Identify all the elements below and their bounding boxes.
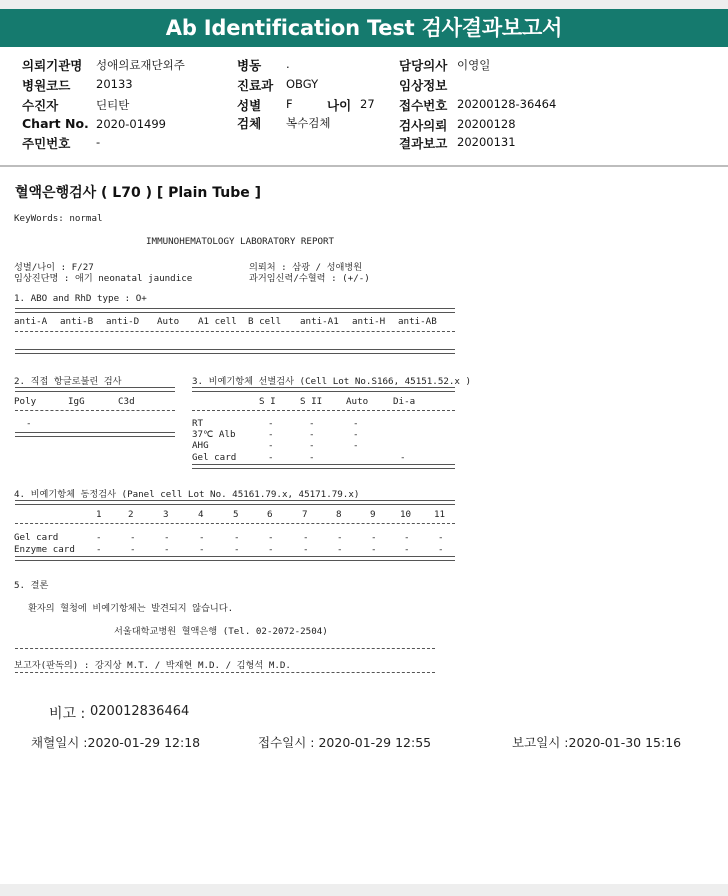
section2-title: 2. 직접 항글로불린 검사 bbox=[14, 376, 122, 387]
section2-col-igg: IgG bbox=[68, 396, 85, 407]
specimen-label: 검체 bbox=[237, 116, 262, 131]
section4-row-enzyme-v4: - bbox=[199, 544, 205, 555]
section1-col-anti-h: anti-H bbox=[352, 316, 386, 327]
section3-row-alb-si: - bbox=[268, 429, 274, 440]
test-request-label: 검사의뢰 bbox=[399, 118, 448, 133]
section4-col-4: 4 bbox=[198, 509, 204, 520]
section1-col-anti-a: anti-A bbox=[14, 316, 48, 327]
section1-col-anti-ab: anti-AB bbox=[398, 316, 437, 327]
hospital-code-label: 병원코드 bbox=[22, 78, 71, 93]
section3-row-alb-name: 37℃ Alb bbox=[192, 429, 236, 440]
note-label: 비고 : bbox=[49, 706, 86, 722]
section3-row-rt-sii: - bbox=[309, 418, 315, 429]
section4-row-enzyme-v10: - bbox=[404, 544, 410, 555]
department-value: OBGY bbox=[286, 77, 319, 91]
section1-col-a1-cell: A1 cell bbox=[198, 316, 237, 327]
section4-row-enzyme-v3: - bbox=[164, 544, 170, 555]
section3-col-sii: S II bbox=[300, 396, 323, 407]
section4-rule-bottom bbox=[15, 556, 455, 561]
sex-age-line: 성별/나이 : F/27 bbox=[14, 262, 94, 273]
section4-col-6: 6 bbox=[267, 509, 273, 520]
patient-label: 수진자 bbox=[22, 98, 59, 113]
section4-row-enzyme-v8: - bbox=[337, 544, 343, 555]
section3-row-rt-si: - bbox=[268, 418, 274, 429]
top-strip bbox=[0, 0, 728, 9]
section1-rule-bottom bbox=[15, 349, 455, 354]
section4-row-gel-v6: - bbox=[268, 532, 274, 543]
history-line: 과거임신력/수혈력 : (+/-) bbox=[249, 273, 370, 284]
requester-line: 의뢰처 : 삼광 / 성애병원 bbox=[249, 262, 363, 273]
section4-col-7: 7 bbox=[302, 509, 308, 520]
section3-rule-top bbox=[192, 387, 455, 392]
section1-col-anti-d: anti-D bbox=[106, 316, 140, 327]
section3-row-gel-si: - bbox=[268, 452, 274, 463]
section3-row-alb-auto: - bbox=[353, 429, 359, 440]
section4-row-gel-v2: - bbox=[130, 532, 136, 543]
ward-label: 병동 bbox=[237, 58, 262, 73]
section3-col-auto: Auto bbox=[346, 396, 369, 407]
section1-col-anti-a1: anti-A1 bbox=[300, 316, 339, 327]
ward-value: . bbox=[286, 57, 290, 71]
section2-rule-mid bbox=[15, 410, 175, 411]
section4-col-9: 9 bbox=[370, 509, 376, 520]
section4-row-enzyme-v6: - bbox=[268, 544, 274, 555]
section4-row-gel-v8: - bbox=[337, 532, 343, 543]
collected-datetime: 채혈일시 :2020-01-29 12:18 bbox=[31, 735, 201, 750]
section1-col-b-cell: B cell bbox=[248, 316, 282, 327]
section4-row-enzyme-v11: - bbox=[438, 544, 444, 555]
section3-row-rt-auto: - bbox=[353, 418, 359, 429]
receipt-no-value: 20200128-36464 bbox=[457, 97, 557, 111]
chart-no-label: Chart No. bbox=[22, 116, 89, 131]
section3-row-ahg-sii: - bbox=[309, 440, 315, 451]
lab-report-title: IMMUNOHEMATOLOGY LABORATORY REPORT bbox=[146, 236, 335, 247]
hospital-code-value: 20133 bbox=[96, 77, 133, 91]
section4-row-enzyme-v5: - bbox=[234, 544, 240, 555]
reporter-rule-top bbox=[15, 648, 435, 649]
conclusion-text: 환자의 혈청에 비예기항체는 발견되지 않습니다. bbox=[28, 603, 234, 614]
section1-title: 1. ABO and RhD type : O+ bbox=[14, 293, 147, 304]
reported-datetime: 보고일시 :2020-01-30 15:16 bbox=[512, 735, 682, 750]
section3-row-rt-name: RT bbox=[192, 418, 204, 429]
note-value: 020012836464 bbox=[90, 704, 190, 719]
patient-value: 딘티탄 bbox=[96, 98, 130, 112]
diagnosis-line: 임상진단명 : 애기 neonatal jaundice bbox=[14, 273, 193, 284]
section4-col-3: 3 bbox=[163, 509, 169, 520]
section1-col-anti-b: anti-B bbox=[60, 316, 94, 327]
bottom-strip bbox=[0, 884, 728, 896]
section4-row-enzyme-v1: - bbox=[96, 544, 102, 555]
section2-col-poly: Poly bbox=[14, 396, 37, 407]
doctor-value: 이영일 bbox=[457, 58, 491, 72]
report-title-bar: Ab Identification Test 검사결과보고서 bbox=[0, 9, 728, 47]
section4-row-enzyme-v2: - bbox=[130, 544, 136, 555]
resident-no-label: 주민번호 bbox=[22, 136, 71, 151]
keywords: KeyWords: normal bbox=[14, 213, 103, 224]
section3-title: 3. 비예기항체 선별검사 (Cell Lot No.S166, 45151.52.x ) bbox=[192, 376, 472, 387]
specimen-value: 복수검체 bbox=[286, 116, 331, 130]
section4-col-5: 5 bbox=[233, 509, 239, 520]
section3-row-gel-dia: - bbox=[400, 452, 406, 463]
institution-value: 성애의료재단외주 bbox=[96, 58, 185, 72]
header-info-panel bbox=[0, 47, 728, 165]
hospital-contact: 서울대학교병원 혈액은행 (Tel. 02-2072-2504) bbox=[114, 626, 328, 637]
receipt-no-label: 접수번호 bbox=[399, 98, 448, 113]
section2-rule-top bbox=[15, 387, 175, 392]
age-value: 27 bbox=[360, 97, 375, 111]
section4-rule-top bbox=[15, 500, 455, 505]
doctor-label: 담당의사 bbox=[399, 58, 448, 73]
resident-no-value: - bbox=[96, 135, 101, 149]
section4-row-gel-v11: - bbox=[438, 532, 444, 543]
section3-row-ahg-name: AHG bbox=[192, 440, 209, 451]
section4-title: 4. 비예기항체 동정검사 (Panel cell Lot No. 45161.79.x, 45171.79.x) bbox=[14, 489, 360, 500]
clinical-info-label: 임상정보 bbox=[399, 78, 448, 93]
sex-value: F bbox=[286, 97, 293, 111]
section4-row-enzyme-name: Enzyme card bbox=[14, 544, 75, 555]
reporter-rule-bottom bbox=[15, 672, 435, 673]
section3-row-ahg-auto: - bbox=[353, 440, 359, 451]
section3-row-gel-name: Gel card bbox=[192, 452, 237, 463]
section4-row-gel-v5: - bbox=[234, 532, 240, 543]
section4-row-gel-v9: - bbox=[371, 532, 377, 543]
section4-row-gel-name: Gel card bbox=[14, 532, 59, 543]
section2-col-c3d: C3d bbox=[118, 396, 135, 407]
section4-rule-mid bbox=[15, 523, 455, 524]
section1-col-auto: Auto bbox=[157, 316, 180, 327]
section4-row-gel-v10: - bbox=[404, 532, 410, 543]
section3-row-alb-sii: - bbox=[309, 429, 315, 440]
section2-rule-bottom bbox=[15, 432, 175, 437]
department-label: 진료과 bbox=[237, 78, 274, 93]
result-report-label: 결과보고 bbox=[399, 136, 448, 151]
section4-col-8: 8 bbox=[336, 509, 342, 520]
section1-rule-mid bbox=[15, 331, 455, 332]
chart-no-value: 2020-01499 bbox=[96, 117, 166, 131]
section4-col-10: 10 bbox=[400, 509, 412, 520]
section4-row-gel-v3: - bbox=[164, 532, 170, 543]
age-label: 나이 bbox=[327, 98, 352, 113]
section3-rule-bottom bbox=[192, 464, 455, 469]
result-report-value: 20200131 bbox=[457, 135, 516, 149]
section4-row-gel-v7: - bbox=[303, 532, 309, 543]
section4-row-gel-v1: - bbox=[96, 532, 102, 543]
section4-col-11: 11 bbox=[434, 509, 446, 520]
test-request-value: 20200128 bbox=[457, 117, 516, 131]
section3-row-gel-sii: - bbox=[309, 452, 315, 463]
institution-label: 의뢰기관명 bbox=[22, 58, 83, 73]
section2-value: - bbox=[26, 418, 32, 429]
section4-col-2: 2 bbox=[128, 509, 134, 520]
report-heading: 혈액은행검사 ( L70 ) [ Plain Tube ] bbox=[15, 185, 262, 201]
section4-row-gel-v4: - bbox=[199, 532, 205, 543]
section3-col-dia: Di-a bbox=[393, 396, 416, 407]
section3-row-ahg-si: - bbox=[268, 440, 274, 451]
reporter-line: 보고자(판독의) : 강지상 M.T. / 박재현 M.D. / 김형석 M.D. bbox=[14, 660, 291, 671]
received-datetime: 접수일시 : 2020-01-29 12:55 bbox=[258, 735, 432, 750]
section3-col-si: S I bbox=[259, 396, 276, 407]
header-separator bbox=[0, 165, 728, 167]
sex-label: 성별 bbox=[237, 98, 262, 113]
section5-title: 5. 결론 bbox=[14, 580, 49, 591]
section4-row-enzyme-v7: - bbox=[303, 544, 309, 555]
section1-rule-top bbox=[15, 308, 455, 313]
section4-col-1: 1 bbox=[96, 509, 102, 520]
section3-rule-mid bbox=[192, 410, 455, 411]
section4-row-enzyme-v9: - bbox=[371, 544, 377, 555]
